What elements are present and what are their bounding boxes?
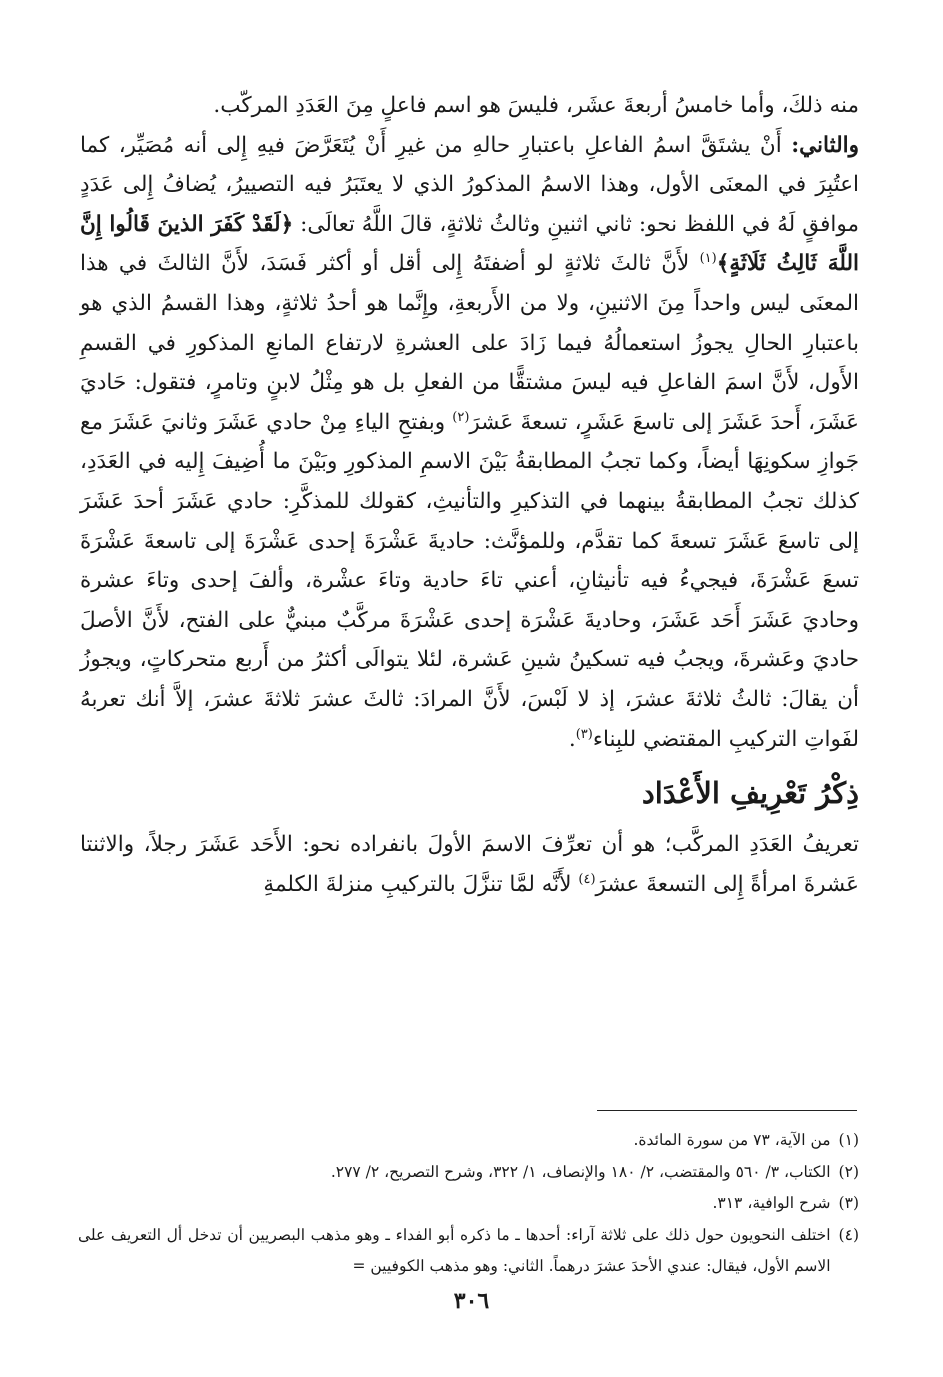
footnote-number: (٣) <box>838 1194 859 1213</box>
paragraph-3-text-a: تعريفُ العَدَدِ المركَّب؛ هو أن تعرِّفَ الاسمَ الأولَ بانفراده نحو: الأَحَد عَشَرَ رجلاً، والاثنتا عَشرةَ امرأةً إِلى التسعةَ عشرَ <box>80 832 859 897</box>
footnotes <box>78 1125 859 1283</box>
footnote-number: (٤) <box>838 1225 859 1244</box>
paragraph-2-text-c: وبفتحِ الياءِ مِنْ حادي عَشَرَ وثانيَ عَشَرَ مع جَوازِ سكونِهَا أيضاً، وكما تجبُ المطابقةُ بَيْنَ الاسمِ المذكورِ وبَيْنَ ما أُضِيفَ إِليه في العَدَدِ، كذلك تجبُ المطابقةُ بينهما في التذكيرِ والتأنيثِ، كقولك للمذكَّرِ: حادي عَشَرَ أحدَ عَشَرَ إلى تاسعَ عَشَرَ تسعةَ كما تقدَّم، وللمؤنَّث: حاديةَ عَشْرَةَ إحدى عَشْرَةَ إلى تاسعةَ عَشْرَةَ تسعَ عَشْرَةَ، فيجيءُ فيه تأنيثانِ، أعني تاءَ حادية وتاءَ عشْرة، وألفَ إحدى وتاءَ عشرة وحاديَ عَشَرَ أَحَد عَشَرَ، وحاديةَ عَشْرَة إحدى عَشْرَةَ مركَّبٌ مبنيٌّ على الفتح، لأَنَّ الأصلَ حاديَ وعَشرةَ، ويجبُ فيه تسكينُ شينِ عَشرة، لئلا يتوالَى أكثرُ من أَربع متحركاتٍ، ويجوزُ أن يقالَ: ثالثُ ثلاثةَ عشرَ، إذ لا لَبْسَ، لأَنَّ المرادَ: ثالثَ عشرَ ثلاثةَ عشرَ، إلاَّ أنك تعربهُ لفَواتِ التركيبِ المقتضي للبِناء <box>80 409 859 752</box>
page-number: ٣٠٦ <box>453 1288 490 1314</box>
paragraph-2 <box>80 126 859 760</box>
footnote-ref-4[interactable]: (٤) <box>578 871 596 887</box>
paragraph-3 <box>80 825 859 904</box>
paragraph-1: منه ذلكَ، وأما خامسُ أربعةَ عشَر، فليسَ هو اسم فاعلٍ مِنَ العَدَدِ المركّب. <box>213 93 859 118</box>
quran-verse: ﴿لَقَدْ كَفَرَ الذينَ قَالُوا إِنَّ اللَّهَ ثَالِثُ ثَلَاثَةٍ﴾ <box>80 211 859 277</box>
footnote-ref-3[interactable]: (٣) <box>575 726 593 742</box>
footnote-ref-2[interactable]: (٢) <box>452 409 470 425</box>
paragraph-2-text-a: أَنْ يشتَقَّ اسمُ الفاعلِ باعتبارِ حالهِ من غيرِ أَنْ يُتَعَرَّضَ فيهِ إِلى أنه مُصَيِّر، كما اعتُبِرَ في المعنَى الأول، وهذا الاسمُ المذكورُ الذي لا يعتَبَرُ فيه التصييرُ، يُضافُ إِلى عَدَدٍ موافقٍ لَهُ في اللفظ نحو: ثاني اثنينِ وثالثُ ثلاثةٍ، قالَ اللَّهُ تعالَى: <box>80 132 859 237</box>
paragraph-2-end: . <box>568 726 576 752</box>
footnote-4 <box>78 1220 859 1283</box>
paragraph-2-text-b: لأَنَّ ثالثَ ثلاثةٍ لو أضفتَهُ إِلى أقل أو أكثر فَسَدَ، لأَنَّ الثالثَ في هذا المعنَى ليس واحداً مِنَ الاثنينِ، ولا من الأَربعةِ، وإِنَّما هو أحدُ ثلاثةٍ، وهذا القسمُ الذي هو باعتبارِ الحالِ يجوزُ استعمالُهُ فيما زَادَ على العشرةِ لارتفاع المانعِ المذكورِ في القسمِ الأَول، لأَنَّ اسمَ الفاعلِ فيه ليسَ مشتقًّا من الفعلِ بل هو مِثْلُ لابنٍ وتامرٍ، فتقول: حَاديَ عَشَرَ، أَحدَ عَشَرَ إلى تاسعَ عَشَرٍ، تسعةَ عَشرَ <box>80 251 859 435</box>
footnote-text: الكتاب، ٣/ ٥٦٠ والمقتضب، ٢/ ١٨٠ والإنصاف، ١/ ٣٢٢، وشرح التصريح، ٢/ ٢٧٧. <box>330 1162 831 1181</box>
footnote-text: شرح الوافية، ٣١٣. <box>712 1194 831 1213</box>
footnote-divider <box>597 1110 857 1111</box>
paragraph-lead: والثاني: <box>791 132 859 158</box>
footnote-number: (٢) <box>838 1162 859 1181</box>
footnote-text: اختلف النحويون حول ذلك على ثلاثة آراء: أحدها ـ ما ذكره أبو الفداء ـ وهو مذهب البصريين أن تدخل أل التعريف على الاسم الأول، فيقال: عندي الأحدَ عشرَ درهماً. الثاني: وهو مذهب الكوفيين = <box>78 1225 831 1276</box>
footnote-3 <box>78 1188 859 1220</box>
main-text <box>80 86 859 904</box>
footnote-number: (١) <box>838 1131 859 1149</box>
paragraph-3-text-b: لأَنَّه لمَّا تنزَّلَ بالتركيبِ منزلةَ الكلمةِ <box>263 871 579 897</box>
footnote-text: من الآية، ٧٣ من سورة المائدة. <box>633 1131 831 1149</box>
footnote-2 <box>78 1157 859 1189</box>
section-heading: ذِكْرُ تَعْرِيفِ الأَعْدَاد <box>641 776 859 811</box>
footnote-ref-1[interactable]: (١) <box>699 251 717 267</box>
footnote-1 <box>78 1125 859 1157</box>
